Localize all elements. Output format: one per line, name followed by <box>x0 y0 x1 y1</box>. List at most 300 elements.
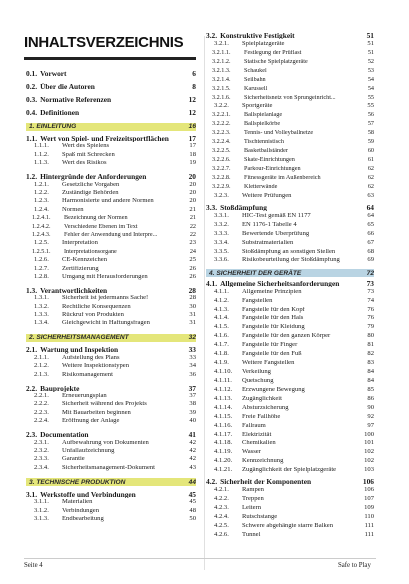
entry-page: 58 <box>367 129 374 137</box>
entry-number: 3.2.2.9. <box>212 182 231 190</box>
entry-title: Mit Bauarbeiten beginnen <box>62 409 131 416</box>
entry-title: Weitere Fangstellen <box>242 360 295 367</box>
toc-entry[interactable] <box>26 401 196 408</box>
entry-number: 3.1. <box>26 489 38 499</box>
toc-entry[interactable] <box>26 70 196 77</box>
entry-page: 107 <box>364 495 374 503</box>
entry-number: 2.3.2. <box>34 447 49 455</box>
entry-page: 51 <box>366 31 374 40</box>
toc-entry[interactable] <box>26 249 196 255</box>
entry-number: 2.1.3. <box>34 370 49 378</box>
entry-page: 69 <box>367 256 374 264</box>
entry-number: 1.2.4.1. <box>32 214 51 222</box>
toc-entry[interactable] <box>206 496 374 503</box>
toc-entry[interactable] <box>206 396 374 403</box>
entry-title: Fangstelle für den Hals <box>242 315 304 322</box>
toc-entry[interactable] <box>206 467 374 474</box>
entry-page: 31 <box>189 311 196 319</box>
entry-number: 3.2.3. <box>214 191 229 199</box>
entry-number: 2.3. <box>26 430 38 440</box>
toc-entry[interactable] <box>26 456 196 463</box>
entry-title: Fangstelle für den ganzen Körper <box>242 333 331 340</box>
entry-page: 57 <box>367 120 374 128</box>
entry-title: Karussell <box>244 85 268 92</box>
entry-page: 42 <box>189 438 196 446</box>
entry-title: Rampen <box>242 487 264 494</box>
entry-page: 56 <box>367 111 374 119</box>
entry-page: 39 <box>189 408 196 416</box>
entry-title: Parkour-Einrichtungen <box>244 165 301 172</box>
entry-number: 3.2.1.6. <box>212 93 231 101</box>
toc-entry[interactable] <box>26 410 196 417</box>
toc-entry[interactable] <box>26 295 196 302</box>
entry-title: Fitnessgeräte im Außenbereich <box>244 174 321 181</box>
toc-entry[interactable] <box>206 121 374 127</box>
entry-number: 4.1.14. <box>214 403 233 411</box>
toc-entry[interactable] <box>26 312 196 319</box>
toc-entry[interactable] <box>26 440 196 447</box>
entry-number: 2.3.3. <box>34 455 49 463</box>
entry-title: HIC-Test gemäß EN 1177 <box>242 212 311 219</box>
entry-page: 54 <box>367 84 374 92</box>
toc-entry[interactable] <box>206 249 374 256</box>
entry-page: 52 <box>367 57 374 65</box>
entry-page: 40 <box>189 417 196 425</box>
entry-page: 26 <box>189 264 196 272</box>
toc-entry[interactable] <box>206 157 374 163</box>
toc-entry[interactable] <box>26 465 196 472</box>
toc-entry[interactable] <box>206 458 374 465</box>
entry-title: Über die Autoren <box>40 83 95 91</box>
entry-title: Rutschstange <box>242 514 278 521</box>
entry-page: 86 <box>367 394 374 402</box>
entry-page: 106 <box>362 477 374 487</box>
entry-number: 4.1.5. <box>214 323 229 331</box>
entry-page: 20 <box>189 188 196 196</box>
toc-entry[interactable] <box>206 86 374 92</box>
toc-entry[interactable] <box>26 224 196 230</box>
toc-entry[interactable] <box>206 523 374 530</box>
toc-entry[interactable] <box>26 83 196 90</box>
entry-number: 4.1.2. <box>214 296 229 304</box>
entry-number: 3.2.2.3. <box>212 129 231 137</box>
toc-entry[interactable] <box>26 160 196 167</box>
entry-title: Normative Referenzen <box>40 96 112 104</box>
entry-title: Weitere Inspektionstypen <box>62 363 130 370</box>
toc-entry[interactable] <box>26 372 196 379</box>
entry-title: Fangstelle für den Fuß <box>242 351 302 358</box>
toc-entry[interactable] <box>206 148 374 154</box>
entry-number: 1.2.8. <box>34 272 49 280</box>
toc-entry[interactable] <box>206 130 374 136</box>
entry-page: 64 <box>366 202 374 212</box>
toc-entry[interactable] <box>206 59 374 65</box>
chapter-band[interactable] <box>26 478 196 486</box>
entry-title: Bewertende Überprüfung <box>242 230 310 237</box>
entry-title: Fehler der Anwendung und Interpre... <box>64 231 158 238</box>
toc-entry[interactable] <box>26 173 196 180</box>
entry-title: Unfallaufzeichnung <box>62 448 115 455</box>
entry-page: 73 <box>366 278 374 288</box>
entry-title: Treppen <box>242 496 264 503</box>
entry-number: 2.2. <box>26 383 38 393</box>
toc-entry[interactable] <box>206 514 374 521</box>
toc-entry[interactable] <box>206 184 374 190</box>
entry-page: 85 <box>367 385 374 393</box>
entry-page: 81 <box>367 341 374 349</box>
toc-entry[interactable] <box>26 287 196 294</box>
toc-entry[interactable] <box>206 307 374 314</box>
toc-entry[interactable] <box>26 274 196 281</box>
entry-title: Materialien <box>62 499 93 506</box>
toc-entry[interactable] <box>206 324 374 331</box>
toc-entry[interactable] <box>206 231 374 238</box>
entry-page: 110 <box>364 513 374 521</box>
entry-page: 18 <box>189 150 196 158</box>
entry-page: 22 <box>189 222 196 230</box>
toc-entry[interactable] <box>26 182 196 189</box>
toc-entry[interactable] <box>206 139 374 145</box>
toc-entry[interactable] <box>26 152 196 159</box>
entry-title: Quetschung <box>242 377 274 384</box>
entry-page: 55 <box>367 93 374 101</box>
entry-page: 23 <box>189 239 196 247</box>
toc-entry[interactable] <box>206 289 374 296</box>
toc-entry[interactable] <box>206 351 374 358</box>
entry-number: 4.2.5. <box>214 522 229 530</box>
toc-entry[interactable] <box>26 363 196 370</box>
toc-entry[interactable] <box>206 257 374 264</box>
entry-page: 92 <box>367 412 374 420</box>
toc-entry[interactable] <box>206 77 374 83</box>
entry-number: 1.2.2. <box>34 188 49 196</box>
toc-entry[interactable] <box>26 418 196 425</box>
entry-number: 2.1.1. <box>34 353 49 361</box>
toc-entry[interactable] <box>26 257 196 264</box>
toc-entry[interactable] <box>206 342 374 349</box>
entry-page: 76 <box>367 314 374 322</box>
entry-page: 54 <box>367 75 374 83</box>
toc-entry[interactable] <box>206 112 374 118</box>
toc-entry[interactable] <box>206 532 374 539</box>
entry-page: 25 <box>189 256 196 264</box>
entry-page: 67 <box>367 238 374 246</box>
toc-entry[interactable] <box>206 440 374 447</box>
entry-page: 20 <box>189 180 196 188</box>
entry-number: 4.1.1. <box>214 287 229 295</box>
entry-number: 3.1.3. <box>34 515 49 522</box>
toc-entry[interactable] <box>206 298 374 305</box>
entry-number: 3.2.1.1. <box>212 48 231 56</box>
toc-entry[interactable] <box>206 432 374 439</box>
entry-number: 4.1.15. <box>214 412 233 420</box>
toc-entry[interactable] <box>26 431 196 438</box>
entry-number: 3.2. <box>206 31 218 40</box>
toc-entry[interactable] <box>26 190 196 197</box>
entry-page: 76 <box>367 305 374 313</box>
toc-entry[interactable] <box>26 135 196 142</box>
toc-entry[interactable] <box>26 240 196 247</box>
entry-page: 60 <box>367 147 374 155</box>
entry-page: 102 <box>364 457 374 465</box>
entry-number: 2.2.3. <box>34 408 49 416</box>
toc-entry[interactable] <box>206 175 374 181</box>
entry-page: 45 <box>189 498 196 506</box>
entry-title: Skate-Einrichtungen <box>244 157 295 163</box>
entry-page: 31 <box>189 319 196 327</box>
toc-entry[interactable] <box>206 222 374 229</box>
entry-number: 1.3.3. <box>34 311 49 319</box>
toc-entry[interactable] <box>206 204 374 211</box>
entry-title: Interpretation <box>62 240 98 247</box>
entry-number: 3.3.5. <box>214 247 229 255</box>
entry-number: 4.2.2. <box>214 495 229 503</box>
toc-entry[interactable] <box>206 32 374 39</box>
toc-entry[interactable] <box>206 369 374 376</box>
entry-title: Freie Fallhöhe <box>242 413 281 420</box>
toc-entry[interactable] <box>26 508 196 515</box>
entry-number: 3.1.1. <box>34 498 49 506</box>
toc-entry[interactable] <box>206 405 374 412</box>
entry-number: 3.2.2.8. <box>212 173 231 181</box>
entry-number: 4.1.4. <box>214 314 229 322</box>
entry-title: Sicherheitsnetz von Sprungeinricht... <box>244 94 336 101</box>
entry-number: 3.3.1. <box>214 211 229 219</box>
chapter-title: 4. SICHERHEIT DER GERÄTE <box>209 269 302 277</box>
entry-number: 4.1.3. <box>214 305 229 313</box>
toc-entry[interactable] <box>26 499 196 506</box>
page-number: Seite 4 <box>24 562 43 569</box>
entry-number: 4.1.21. <box>214 466 233 474</box>
toc-entry[interactable] <box>26 109 196 116</box>
entry-number: 3.2.2.1. <box>212 111 231 119</box>
entry-number: 1.2.5. <box>34 239 49 247</box>
entry-page: 90 <box>367 403 374 411</box>
entry-title: Ballspielkörbe <box>244 121 281 128</box>
entry-title: Zugänglichkeit <box>242 395 282 402</box>
toc-entry[interactable] <box>206 478 374 485</box>
entry-number: 4.1.9. <box>214 359 229 367</box>
entry-number: 4.1. <box>206 278 218 288</box>
entry-page: 41 <box>188 430 196 440</box>
entry-page: 20 <box>189 197 196 205</box>
entry-number: 1.3.1. <box>34 294 49 302</box>
entry-page: 38 <box>189 400 196 408</box>
chapter-band[interactable] <box>26 334 196 342</box>
entry-page: 30 <box>189 302 196 310</box>
entry-number: 4.1.20. <box>214 457 233 465</box>
entry-title: Vorwort <box>40 70 67 78</box>
entry-title: Schwere abgehängte starre Balken <box>242 523 333 530</box>
entry-number: 1.2.4. <box>34 205 49 213</box>
entry-number: 3.2.1.4. <box>212 75 231 83</box>
toc-entry[interactable] <box>206 213 374 220</box>
entry-number: 3.3.2. <box>214 220 229 228</box>
entry-title: Sicherheitsmanagement-Dokument <box>62 464 156 471</box>
entry-page: 17 <box>189 142 196 150</box>
entry-number: 0.1. <box>26 69 38 78</box>
chapter-page: 44 <box>188 478 196 486</box>
entry-number: 4.2. <box>206 477 218 487</box>
toc-entry[interactable] <box>206 68 374 74</box>
entry-title: Fangstelle für Finger <box>242 342 298 349</box>
entry-number: 3.1.2. <box>34 506 49 514</box>
entry-title: Eröffnung der Anlage <box>62 418 120 425</box>
entry-number: 3.2.2.5. <box>212 147 231 155</box>
entry-title: Risikomanagement <box>62 371 113 378</box>
column-divider <box>204 36 205 570</box>
entry-page: 24 <box>189 247 196 255</box>
toc-entry[interactable] <box>206 449 374 456</box>
toc-entry[interactable] <box>206 41 374 48</box>
entry-number: 3.2.2. <box>214 102 229 110</box>
toc-entry[interactable] <box>26 393 196 400</box>
entry-page: 12 <box>188 108 196 118</box>
entry-title: Verkeilung <box>242 369 271 376</box>
entry-page: 19 <box>189 159 196 167</box>
toc-entry[interactable] <box>206 50 374 56</box>
entry-title: Risikobeurteilung der Stoßdämpfung <box>242 257 340 264</box>
entry-title: Statische Spielplatzgeräte <box>244 58 308 65</box>
entry-title: Umgang mit Herausforderungen <box>62 273 148 280</box>
entry-page: 84 <box>367 368 374 376</box>
entry-title: Wasser <box>242 449 261 456</box>
entry-title: Zuständige Behörden <box>62 189 119 196</box>
entry-page: 103 <box>364 466 374 474</box>
entry-title: Fangstellen <box>242 297 273 304</box>
toc-entry[interactable] <box>26 448 196 455</box>
entry-number: 1.1. <box>26 134 38 144</box>
entry-title: Sicherheit ist jedermanns Sache! <box>62 295 149 302</box>
entry-page: 20 <box>188 172 196 182</box>
page-title: INHALTSVERZEICHNIS <box>24 34 184 51</box>
entry-title: Wert des Risikos <box>62 160 107 167</box>
toc-entry[interactable] <box>206 193 374 200</box>
chapter-title: 2. SICHERHEITSMANAGEMENT <box>29 334 129 342</box>
entry-title: Tennis- und Volleyballnetze <box>244 130 314 137</box>
toc-entry[interactable] <box>206 315 374 322</box>
toc-entry[interactable] <box>206 95 374 101</box>
entry-title: Harmonisierte und andere Normen <box>62 198 154 205</box>
entry-title: Seilbahn <box>244 76 266 83</box>
toc-entry[interactable] <box>206 414 374 421</box>
entry-page: 79 <box>367 323 374 331</box>
entry-page: 37 <box>188 383 196 393</box>
toc-entry[interactable] <box>26 232 196 238</box>
toc-entry[interactable] <box>206 333 374 340</box>
entry-number: 4.1.12. <box>214 385 233 393</box>
entry-title: Wert von Spiel- und Freizeitsportflächen <box>40 135 169 143</box>
entry-title: Verbindungen <box>62 507 99 514</box>
entry-title: Verschiedene Ebenen im Text <box>64 223 138 230</box>
entry-page: 48 <box>189 506 196 514</box>
entry-title: Bezeichnung der Normen <box>64 215 128 222</box>
entry-title: CE-Kennzeichen <box>62 257 108 264</box>
entry-page: 109 <box>364 504 374 512</box>
entry-title: Leitern <box>242 505 262 512</box>
toc-entry[interactable] <box>206 166 374 172</box>
entry-title: Rückruf von Produkten <box>62 312 124 319</box>
toc-entry[interactable] <box>26 207 196 214</box>
entry-page: 28 <box>189 294 196 302</box>
toc-entry[interactable] <box>206 103 374 110</box>
entry-number: 4.1.18. <box>214 439 233 447</box>
toc-entry[interactable] <box>26 266 196 273</box>
entry-page: 55 <box>367 102 374 110</box>
entry-page: 8 <box>192 82 196 91</box>
entry-title: Fangstelle für den Kopf <box>242 306 305 313</box>
entry-page: 82 <box>367 350 374 358</box>
entry-title: Normen <box>62 206 84 213</box>
toc-entry[interactable] <box>26 385 196 392</box>
entry-title: Gleichgewicht in Haftungsfragen <box>62 320 150 327</box>
entry-number: 1.2.3. <box>34 197 49 205</box>
toc-entry[interactable] <box>26 491 196 498</box>
toc-entry[interactable] <box>206 505 374 512</box>
chapter-page: 72 <box>366 269 374 277</box>
entry-page: 51 <box>367 48 374 56</box>
entry-title: Fangstelle für Kleidung <box>242 324 305 331</box>
entry-title: Documentation <box>40 431 89 439</box>
entry-number: 0.3. <box>26 95 38 104</box>
chapter-band[interactable] <box>26 123 196 131</box>
entry-page: 42 <box>189 447 196 455</box>
toc-entry[interactable] <box>206 387 374 394</box>
toc-entry[interactable] <box>206 487 374 494</box>
entry-title: Allgemeine Sicherheitsanforderungen <box>220 279 340 288</box>
toc-entry[interactable] <box>206 360 374 367</box>
entry-title: Basketballständer <box>244 148 288 155</box>
toc-entry[interactable] <box>206 240 374 247</box>
toc-entry[interactable] <box>26 215 196 221</box>
toc-entry[interactable] <box>26 96 196 103</box>
entry-title: Absturzsicherung <box>242 404 289 411</box>
entry-title: Werkstoffe und Verbindungen <box>40 490 136 499</box>
toc-entry[interactable] <box>26 198 196 205</box>
entry-title: Hintergründe der Anforderungen <box>40 173 147 181</box>
toc-entry[interactable] <box>206 378 374 385</box>
toc-entry[interactable] <box>26 143 196 150</box>
toc-entry[interactable] <box>26 355 196 362</box>
entry-title: Erneuerungsplan <box>62 393 107 400</box>
toc-entry[interactable] <box>26 516 196 523</box>
toc-entry[interactable] <box>206 280 374 287</box>
entry-title: Interpretationsorgane <box>64 248 117 255</box>
toc-entry[interactable] <box>206 423 374 430</box>
entry-page: 33 <box>189 353 196 361</box>
entry-title: Weitere Prüfungen <box>242 192 292 199</box>
entry-title: Definitionen <box>40 109 80 117</box>
chapter-band[interactable] <box>206 269 374 277</box>
entry-page: 66 <box>367 229 374 237</box>
entry-title: Fallraum <box>242 422 266 429</box>
entry-number: 4.1.10. <box>214 368 233 376</box>
chapter-page: 32 <box>188 334 196 342</box>
entry-number: 1.2.4.3. <box>32 230 51 238</box>
entry-number: 1.2.7. <box>34 264 49 272</box>
entry-page: 50 <box>189 515 196 522</box>
entry-page: 106 <box>364 486 374 494</box>
toc-entry[interactable] <box>26 346 196 353</box>
entry-page: 28 <box>188 285 196 295</box>
entry-page: 63 <box>367 191 374 199</box>
toc-entry[interactable] <box>26 320 196 327</box>
entry-number: 3.2.1.3. <box>212 66 231 74</box>
toc-entry[interactable] <box>26 304 196 311</box>
entry-title: Garantie <box>62 456 85 463</box>
entry-number: 2.1.2. <box>34 362 49 370</box>
entry-number: 4.1.11. <box>214 376 232 384</box>
